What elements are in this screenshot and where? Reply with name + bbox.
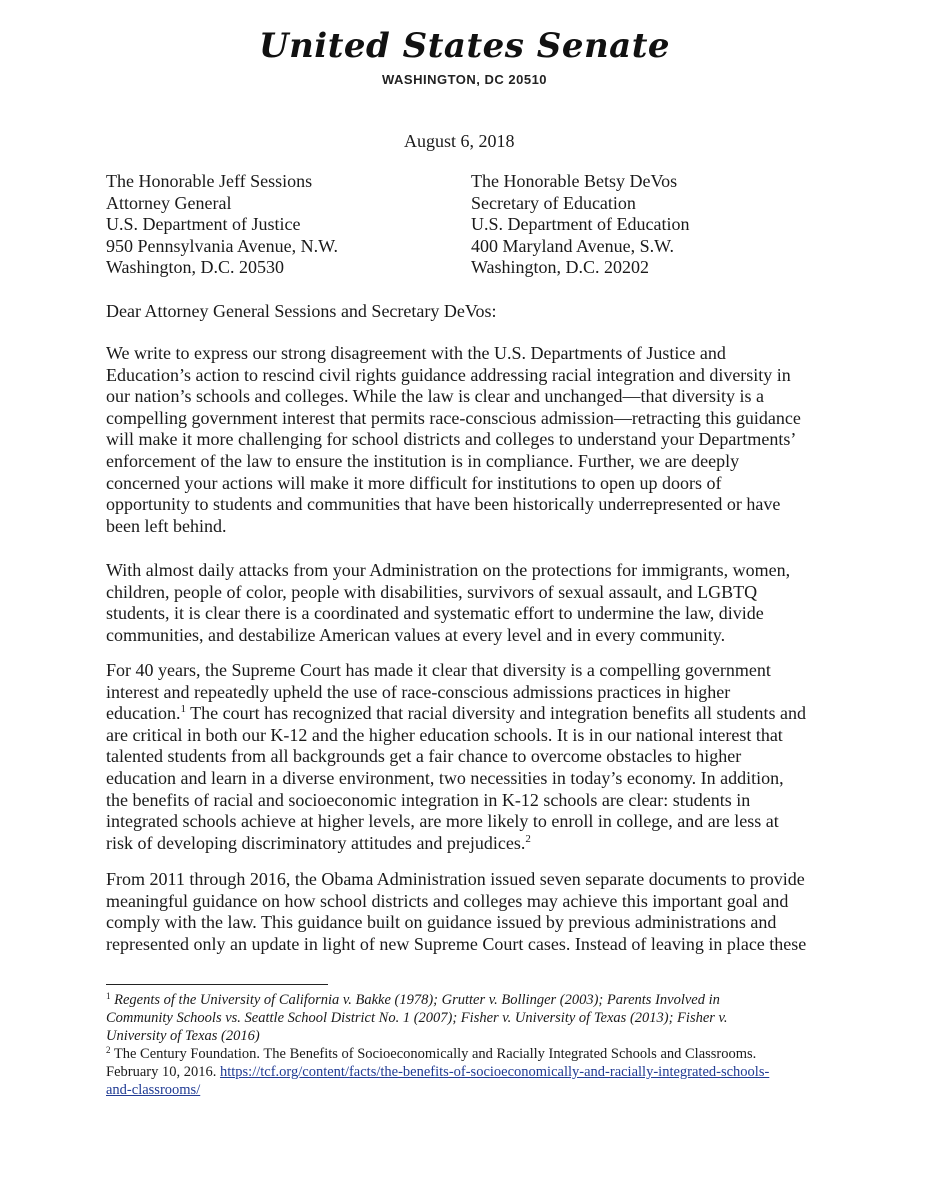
- paragraph-line: will make it more challenging for school districts and colleges to understand your Departments’: [106, 429, 797, 450]
- footnote-link[interactable]: https://tcf.org/content/facts/the-benefits-of-socioeconomically-and-racially-integrated-schools-: [219, 1064, 770, 1080]
- paragraph-line: [106, 833, 826, 855]
- footnote-text: February 10, 2016.: [106, 1064, 220, 1080]
- footnote-line: Community Schools vs. Seattle School District No. 1 (2007); Fisher v. University of Texas (2013); Fisher v.: [106, 1010, 728, 1026]
- letterhead-address: WASHINGTON, DC 20510: [381, 72, 548, 87]
- footnote-divider: [106, 984, 328, 985]
- footnote-line: University of Texas (2016): [106, 1028, 260, 1044]
- footnote-2: [106, 1045, 826, 1099]
- footnote-link-continued[interactable]: and-classrooms/: [106, 1082, 201, 1098]
- paragraph-line: communities, and destabilize American values at every level and in every community.: [106, 624, 726, 645]
- salutation: Dear Attorney General Sessions and Secretary DeVos:: [106, 301, 497, 321]
- address-line: Washington, D.C. 20202: [471, 257, 650, 277]
- footnote-ref-1[interactable]: 1: [180, 703, 186, 716]
- paragraph-line: are critical in both our K-12 and the higher education schools. It is in our national interest that: [106, 724, 783, 745]
- footnote-text: Regents of the University of California v. Bakke (1978); Grutter v. Bollinger (2003); Parents Involved in: [110, 992, 720, 1008]
- recipient-address-devos: [471, 171, 689, 279]
- footnote-marker: 2: [106, 1045, 111, 1055]
- paragraph-text: risk of developing discriminatory attitudes and prejudices.: [106, 832, 526, 853]
- paragraph-line: From 2011 through 2016, the Obama Administration issued seven separate documents to provide: [106, 869, 805, 889]
- paragraph-line: [106, 703, 826, 725]
- footnote-line: [106, 991, 826, 1009]
- footnote-1: [106, 991, 826, 1045]
- paragraph-1: [106, 343, 826, 537]
- paragraph-line: opportunity to students and communities that have been historically underrepresented or have: [106, 494, 781, 515]
- paragraph-line: enforcement of the law to ensure the institution is in compliance. Further, we are deeply: [106, 450, 740, 471]
- paragraph-line: our nation’s schools and colleges. While the law is clear and unchanged—that diversity is a: [106, 386, 764, 407]
- footnote-ref-2[interactable]: 2: [525, 832, 531, 845]
- paragraph-line: integrated schools achieve at higher levels, are more likely to enroll in college, and are less at: [106, 811, 779, 832]
- paragraph-line: represented only an update in light of new Supreme Court cases. Instead of leaving in place these: [106, 933, 807, 954]
- paragraph-line: the benefits of racial and socioeconomic integration in K-12 schools are clear: students in: [106, 789, 751, 810]
- address-line: The Honorable Jeff Sessions: [106, 171, 313, 191]
- paragraph-text: The court has recognized that racial diversity and integration benefits all students and: [185, 703, 806, 724]
- address-line: Washington, D.C. 20530: [106, 257, 285, 277]
- letter-date: August 6, 2018: [404, 131, 515, 151]
- paragraph-line: talented students from all backgrounds get a fair chance to overcome obstacles to higher: [106, 746, 742, 767]
- footnote-line: [106, 1063, 826, 1081]
- letterhead-title: United States Senate: [258, 26, 671, 66]
- paragraph-4: [106, 869, 826, 955]
- paragraph-line: Education’s action to rescind civil rights guidance addressing racial integration and diversity in: [106, 364, 791, 385]
- paragraph-3: [106, 660, 826, 854]
- address-line: Secretary of Education: [471, 192, 636, 213]
- paragraph-text: education.: [106, 703, 181, 724]
- paragraph-line: interest and repeatedly upheld the use of race-conscious admissions practices in higher: [106, 681, 731, 702]
- address-line: U.S. Department of Justice: [106, 214, 301, 234]
- footnote-line: [106, 1045, 826, 1063]
- address-line: 950 Pennsylvania Avenue, N.W.: [106, 235, 338, 256]
- paragraph-line: meaningful guidance on how school districts and colleges may achieve this important goal and: [106, 890, 789, 911]
- address-line: Attorney General: [106, 192, 232, 213]
- paragraph-line: For 40 years, the Supreme Court has made it clear that diversity is a compelling government: [106, 660, 771, 680]
- paragraph-line: We write to express our strong disagreement with the U.S. Departments of Justice and: [106, 343, 726, 363]
- paragraph-line: compelling government interest that permits race-conscious admission—retracting this guidance: [106, 407, 801, 428]
- paragraph-line: comply with the law. This guidance built on guidance issued by previous administrations and: [106, 912, 777, 933]
- address-line: 400 Maryland Avenue, S.W.: [471, 235, 674, 256]
- paragraph-line: children, people of color, people with disabilities, survivors of sexual assault, and LGBTQ: [106, 581, 758, 602]
- paragraph-2: [106, 560, 826, 646]
- paragraph-line: education and learn in a diverse environment, two necessities in today’s economy. In addition,: [106, 767, 784, 788]
- paragraph-line: concerned your actions will make it more difficult for institutions to open up doors of: [106, 472, 722, 493]
- address-line: U.S. Department of Education: [471, 214, 690, 234]
- recipient-address-sessions: [106, 171, 338, 279]
- paragraph-line: students, it is clear there is a coordinated and systematic effort to undermine the law, divide: [106, 603, 764, 624]
- address-line: The Honorable Betsy DeVos: [471, 171, 678, 191]
- paragraph-line: With almost daily attacks from your Administration on the protections for immigrants, women,: [106, 560, 791, 580]
- footnote-text: The Century Foundation. The Benefits of Socioeconomically and Racially Integrated Schools and Classrooms.: [110, 1046, 757, 1062]
- footnotes: [106, 991, 826, 1099]
- paragraph-line: been left behind.: [106, 515, 227, 536]
- footnote-marker: 1: [106, 991, 111, 1001]
